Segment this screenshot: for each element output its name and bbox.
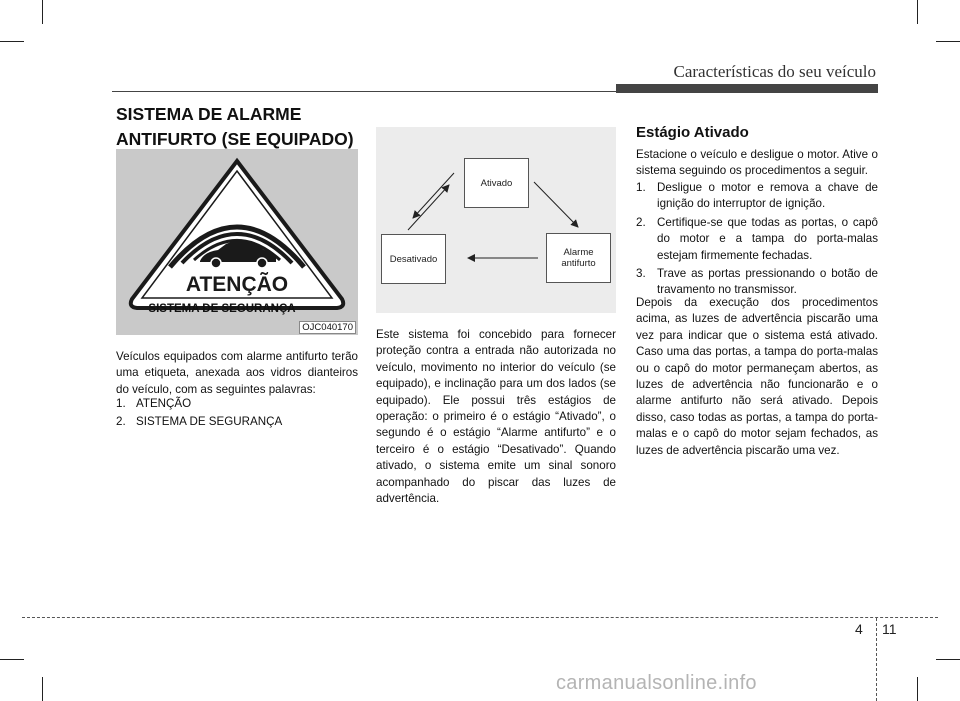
image-code: OJC040170 xyxy=(299,321,356,334)
arrow-disarmed-to-armed xyxy=(408,185,449,230)
crop-mark xyxy=(917,0,918,24)
crop-mark xyxy=(0,41,24,42)
header-bar xyxy=(616,84,878,93)
list-item: 3. Trave as portas pressionando o botão de travamento no transmissor. xyxy=(636,267,878,297)
intro-paragraph: Veículos equipados com alarme antifurto terão uma etiqueta, anexada aos vidros dianteiros do veículo, com as seguintes palavras: xyxy=(116,350,358,396)
armed-intro: Estacione o veículo e desligue o motor. Ative o sistema seguindo os procedimentos a seguir. xyxy=(636,148,878,178)
list-item: 1. ATENÇÃO xyxy=(116,397,192,410)
stage-armed: Ativado xyxy=(464,158,529,208)
crop-mark xyxy=(936,41,960,42)
footer-divider xyxy=(22,617,938,618)
warning-label-image xyxy=(116,149,358,335)
section-title xyxy=(116,102,366,152)
stage-alarm-line: antifurto xyxy=(561,258,596,269)
crop-mark xyxy=(42,0,43,24)
list-item: 2. Certifique-se que todas as portas, o capô do motor e a tampa do porta-malas estejam firmemente fechadas. xyxy=(636,215,878,262)
stage-alarm xyxy=(546,233,611,283)
diagram-arrows xyxy=(376,127,616,313)
crop-mark xyxy=(917,677,918,701)
header-rule xyxy=(112,91,616,92)
footer-divider-vertical xyxy=(876,618,877,701)
crop-mark xyxy=(42,677,43,701)
section-title-line: SISTEMA DE ALARME xyxy=(116,104,302,124)
crop-mark xyxy=(0,659,24,660)
crop-mark xyxy=(936,659,960,660)
arming-steps xyxy=(636,180,878,301)
stage-alarm-line: Alarme xyxy=(563,247,594,258)
section-title-line: ANTIFURTO (SE EQUIPADO) xyxy=(116,129,354,149)
system-description: Este sistema foi concebido para fornecer proteção contra a entrada não autorizada no veículo, movimento no interior do veículo (se equipado), e inclinação para um dos lados (se equipado). Ele possui três estágios de operação: o primeiro é o estágio “Ativado”, o segundo é o estágio “Alarme antifurto” e o terceiro é o estágio “Desativado”. Quando ativado, o sistema emite um sinal sonoro acompanhado do piscar das luzes de advertência. xyxy=(376,328,616,506)
warning-subtitle: SISTEMA DE SEGURANÇA xyxy=(148,303,296,315)
watermark: carmanualsonline.info xyxy=(556,672,757,694)
label-words-list xyxy=(116,396,358,433)
chapter-number: 4 xyxy=(855,621,863,637)
page-number: 11 xyxy=(882,621,897,637)
arrow-armed-to-disarmed xyxy=(413,173,454,218)
stage-disarmed: Desativado xyxy=(381,234,446,284)
alarm-stages-diagram xyxy=(376,127,616,313)
subsection-title: Estágio Ativado xyxy=(636,124,749,141)
chapter-title: Características do seu veículo xyxy=(673,62,876,81)
arrow-armed-to-alarm xyxy=(534,182,578,227)
warning-word: ATENÇÃO xyxy=(185,273,289,296)
list-item: 1. Desligue o motor e remova a chave de ignição do interruptor de ignição. xyxy=(636,181,878,211)
list-item: 2. SISTEMA DE SEGURANÇA xyxy=(116,415,283,429)
armed-details: Depois da execução dos procedimentos acima, as luzes de advertência piscarão uma vez para indicar que o sistema está ativado. Caso uma das portas, a tampa do porta-malas ou o capô do motor permaneçam abertos, as luzes de advertência não funcionarão e o alarme antifurto não será ativado. Depois disso, caso todas as portas, a tampa do porta-malas e o capô do motor sejam fechados, as luzes de advertência piscarão uma vez. xyxy=(636,296,878,457)
